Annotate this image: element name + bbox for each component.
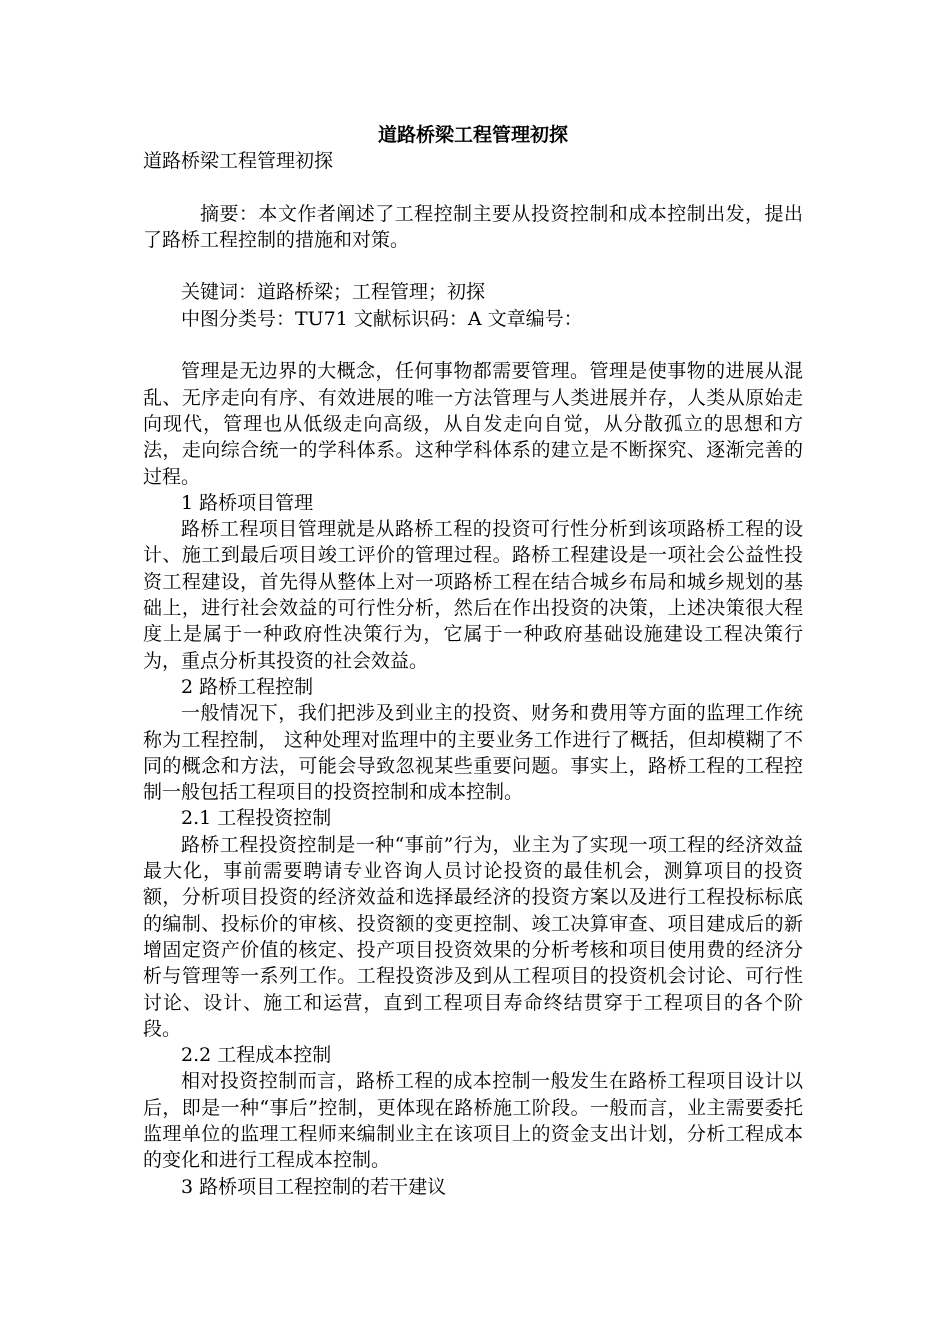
- subsection-heading: 2.2 工程成本控制: [181, 1044, 332, 1067]
- document-title: 道路桥梁工程管理初探: [377, 124, 568, 146]
- blank-line: [143, 174, 803, 200]
- document-body: [143, 122, 803, 1200]
- subsection-paragraph: 路桥工程投资控制是一种“事前”行为，业主为了实现一项工程的经济效益最大化，事前需要聘请专业咨询人员讨论投资的最佳机会，测算项目的投资额，分析项目投资的经济效益和选择最经济的投资方案以及进行工程投标标底的编制、投标价的审核、投资额的变更控制、竣工决算审查、项目建成后的新增固定资产价值的核定、投产项目投资效果的分析考核和项目使用费的经济分析与管理等一系列工作。工程投资涉及到从工程项目的投资机会讨论、可行性讨论、设计、施工和运营，直到工程项目寿命终结贯穿于工程项目的各个阶段。: [143, 833, 803, 1040]
- subsection-paragraph: 相对投资控制而言，路桥工程的成本控制一般发生在路桥工程项目设计以后，即是一种“事后”控制，更体现在路桥施工阶段。一般而言，业主需要委托监理单位的监理工程师来编制业主在该项目上的资金支出计划，分析工程成本的变化和进行工程成本控制。: [143, 1070, 803, 1172]
- blank-line: [143, 332, 803, 358]
- document-subtitle: 道路桥梁工程管理初探: [143, 150, 334, 172]
- section-heading: 1 路桥项目管理: [181, 491, 314, 514]
- section-paragraph: 一般情况下，我们把涉及到业主的投资、财务和费用等方面的监理工作统称为工程控制， 这种处理对监理中的主要业务工作进行了概括，但却模糊了不同的概念和方法，可能会导致忽视某些重要问题。事实上，路桥工程的工程控制一般包括工程项目的投资控制和成本控制。: [143, 702, 803, 804]
- keywords-line: 关键词：道路桥梁；工程管理；初探: [181, 281, 486, 304]
- classification-line: 中图分类号：TU71 文献标识码：A 文章编号：: [181, 307, 583, 330]
- blank-line: [143, 253, 803, 279]
- section-heading: 3 路桥项目工程控制的若干建议: [181, 1175, 447, 1198]
- section-paragraph: 路桥工程项目管理就是从路桥工程的投资可行性分析到该项路桥工程的设计、施工到最后项目竣工评价的管理过程。路桥工程建设是一项社会公益性投资工程建设，首先得从整体上对一项路桥工程在结合城乡布局和城乡规划的基础上，进行社会效益的可行性分析，然后在作出投资的决策，上述决策很大程度上是属于一种政府性决策行为，它属于一种政府基础设施建设工程决策行为，重点分析其投资的社会效益。: [143, 518, 803, 672]
- subsection-heading: 2.1 工程投资控制: [181, 807, 332, 830]
- section-heading: 2 路桥工程控制: [181, 675, 314, 698]
- intro-paragraph: 管理是无边界的大概念，任何事物都需要管理。管理是使事物的进展从混乱、无序走向有序、有效进展的唯一方法管理与人类进展并存，人类从原始走向现代，管理也从低级走向高级，从自发走向自觉，从分散孤立的思想和方法，走向综合统一的学科体系。这种学科体系的建立是不断探究、逐渐完善的过程。: [143, 360, 803, 488]
- abstract-paragraph: 摘要：本文作者阐述了工程控制主要从投资控制和成本控制出发，提出了路桥工程控制的措施和对策。: [143, 202, 803, 251]
